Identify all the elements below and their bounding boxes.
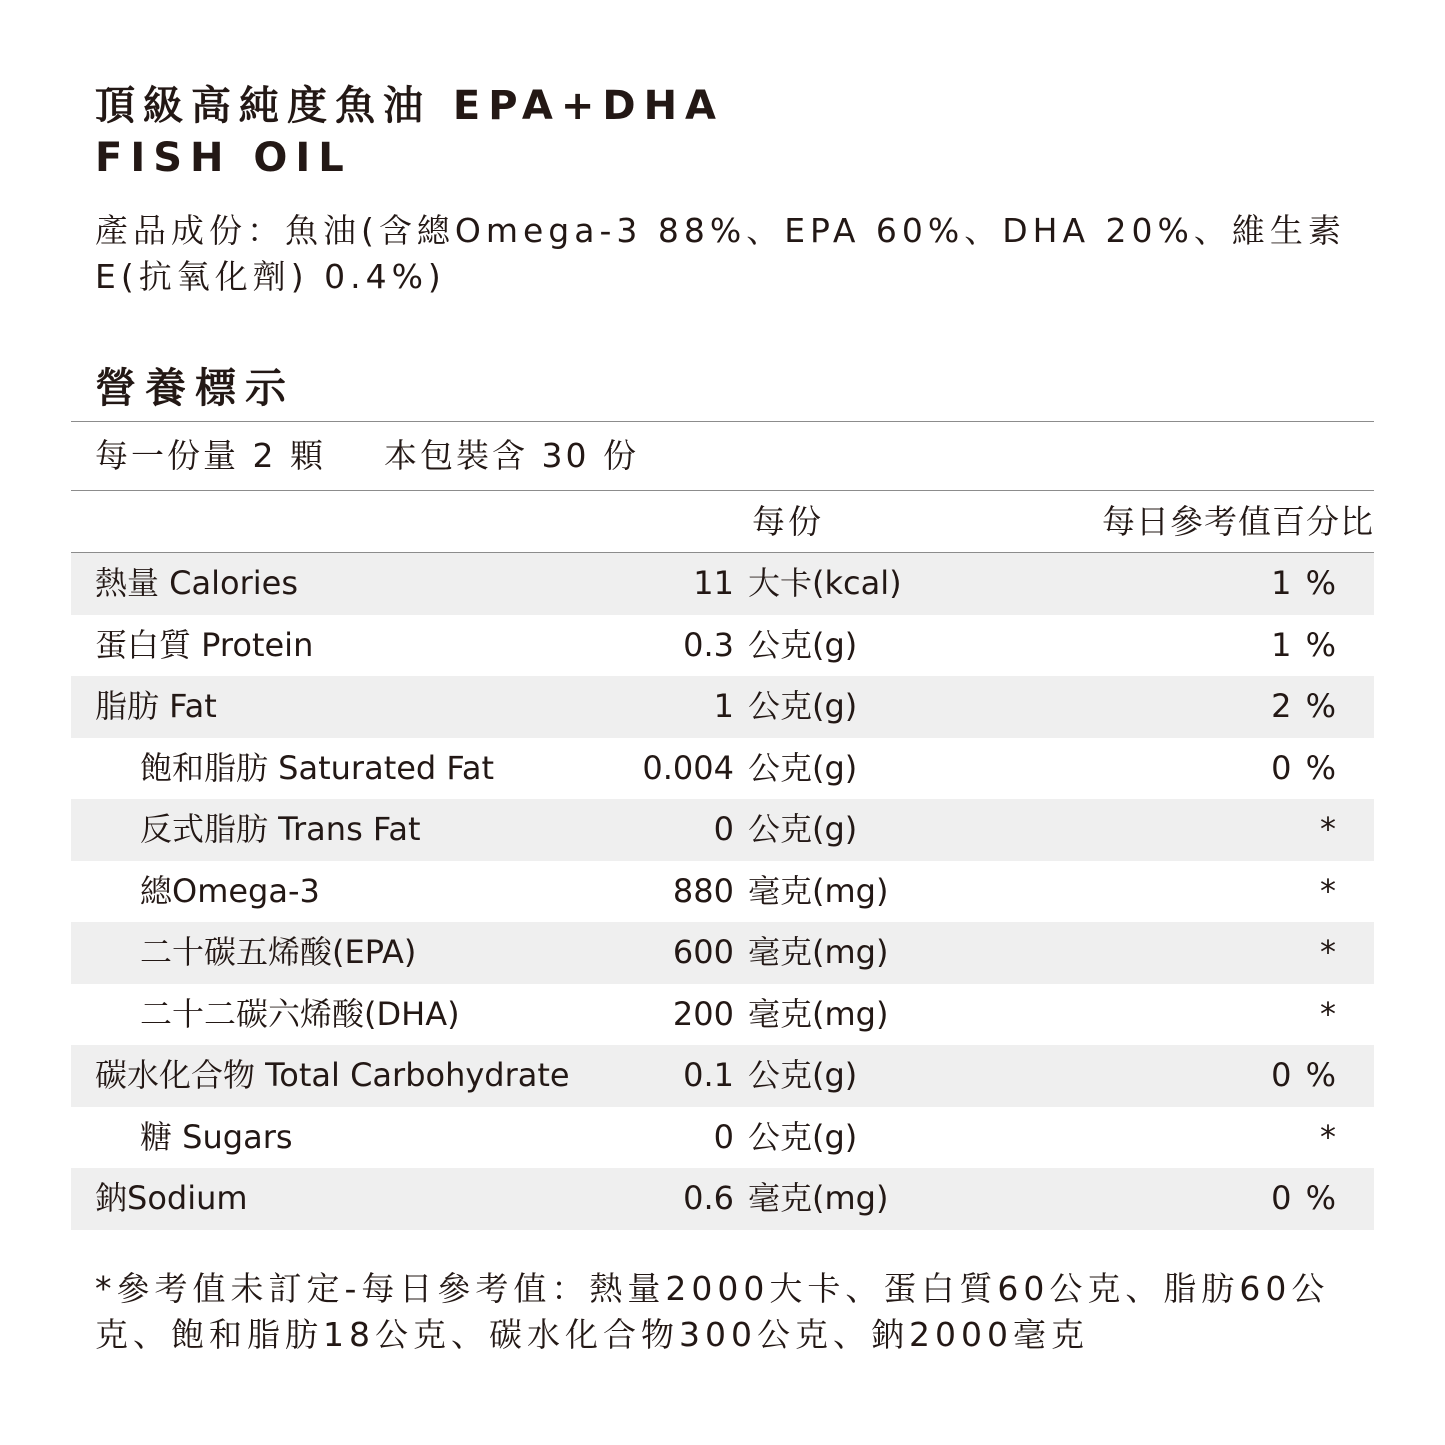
table-row-trans-fat — [71, 799, 1374, 861]
table-row-sugars — [71, 1107, 1374, 1169]
nutrient-daily-value: 1 % — [1271, 625, 1338, 664]
nutrient-name: 反式脂肪 Trans Fat — [140, 810, 421, 848]
nutrient-unit: 毫克(mg) — [748, 994, 889, 1033]
table-row-carbohydrate — [71, 1045, 1374, 1107]
nutrient-unit: 公克(g) — [748, 1117, 858, 1156]
nutrient-daily-value: * — [1320, 994, 1338, 1033]
table-row-calories — [71, 553, 1374, 615]
table-row-sodium — [71, 1168, 1374, 1230]
nutrient-daily-value: 1 % — [1271, 564, 1338, 602]
nutrient-daily-value: 2 % — [1271, 687, 1338, 725]
nutrient-amount: 200 — [672, 994, 734, 1033]
nutrient-amount: 0 — [713, 1117, 734, 1156]
nutrient-name: 碳水化合物 Total Carbohydrate — [95, 1056, 570, 1094]
nutrient-name: 總Omega-3 — [140, 871, 320, 910]
nutrient-unit: 毫克(mg) — [748, 1179, 889, 1217]
nutrient-name: 飽和脂肪 Saturated Fat — [140, 748, 495, 787]
nutrient-amount: 1 — [713, 687, 734, 725]
nutrient-amount: 11 — [693, 564, 734, 602]
product-title-english: FISH OIL — [95, 135, 352, 181]
column-header-daily-value: 每日參考值百分比 — [1102, 502, 1374, 541]
nutrient-amount: 0.6 — [683, 1179, 734, 1217]
nutrient-unit: 大卡(kcal) — [748, 564, 902, 602]
table-row-dha — [71, 984, 1374, 1046]
nutrient-name: 蛋白質 Protein — [95, 625, 314, 664]
nutrient-unit: 公克(g) — [748, 748, 858, 787]
nutrient-name: 糖 Sugars — [140, 1117, 293, 1156]
nutrient-amount: 0.1 — [683, 1056, 734, 1094]
table-row-protein — [71, 615, 1374, 677]
servings-per-package: 本包裝含 30 份 — [383, 436, 639, 475]
table-row-fat — [71, 676, 1374, 738]
nutrition-heading: 營養標示 — [95, 364, 295, 412]
product-title-chinese: 頂級高純度魚油 EPA+DHA — [95, 83, 725, 129]
nutrient-daily-value: 0 % — [1271, 1179, 1338, 1217]
nutrient-name: 二十二碳六烯酸(DHA) — [140, 994, 460, 1033]
serving-info — [95, 432, 639, 480]
nutrient-daily-value: * — [1320, 933, 1338, 971]
nutrient-name: 熱量 Calories — [95, 564, 299, 602]
nutrient-daily-value: 0 % — [1271, 748, 1338, 787]
nutrient-amount: 0.3 — [683, 625, 734, 664]
nutrient-daily-value: * — [1320, 810, 1338, 848]
nutrient-name: 脂肪 Fat — [95, 687, 217, 725]
nutrient-unit: 公克(g) — [748, 625, 858, 664]
nutrient-daily-value: * — [1320, 871, 1338, 910]
nutrient-daily-value: 0 % — [1271, 1056, 1338, 1094]
nutrient-amount: 600 — [672, 933, 734, 971]
nutrient-amount: 0 — [713, 810, 734, 848]
column-header-per-serving: 每份 — [752, 502, 824, 541]
nutrient-unit: 毫克(mg) — [748, 871, 889, 910]
table-row-epa — [71, 922, 1374, 984]
nutrient-daily-value: * — [1320, 1117, 1338, 1156]
nutrient-unit: 公克(g) — [748, 810, 858, 848]
nutrient-unit: 公克(g) — [748, 1056, 858, 1094]
nutrient-unit: 公克(g) — [748, 687, 858, 725]
table-row-omega-3 — [71, 861, 1374, 923]
product-title — [95, 80, 724, 184]
nutrient-amount: 880 — [672, 871, 734, 910]
nutrient-name: 二十碳五烯酸(EPA) — [140, 933, 417, 971]
nutrient-amount: 0.004 — [642, 748, 734, 787]
nutrient-unit: 毫克(mg) — [748, 933, 889, 971]
nutrition-table — [71, 553, 1374, 1230]
ingredients-text: 產品成份：魚油(含總Omega-3 88%、EPA 60%、DHA 20%、維生素E(抗氧化劑) 0.4%) — [95, 211, 1346, 296]
nutrient-name: 鈉Sodium — [95, 1179, 248, 1217]
table-row-saturated-fat — [71, 738, 1374, 800]
serving-size: 每一份量 2 顆 — [95, 436, 326, 475]
divider-top — [71, 421, 1374, 422]
divider-serving — [71, 490, 1374, 491]
footnote-text: *參考值未訂定-每日參考值：熱量2000大卡、蛋白質60公克、脂肪60公克、飽和脂肪18公克、碳水化合物300公克、鈉2000毫克 — [95, 1269, 1330, 1354]
